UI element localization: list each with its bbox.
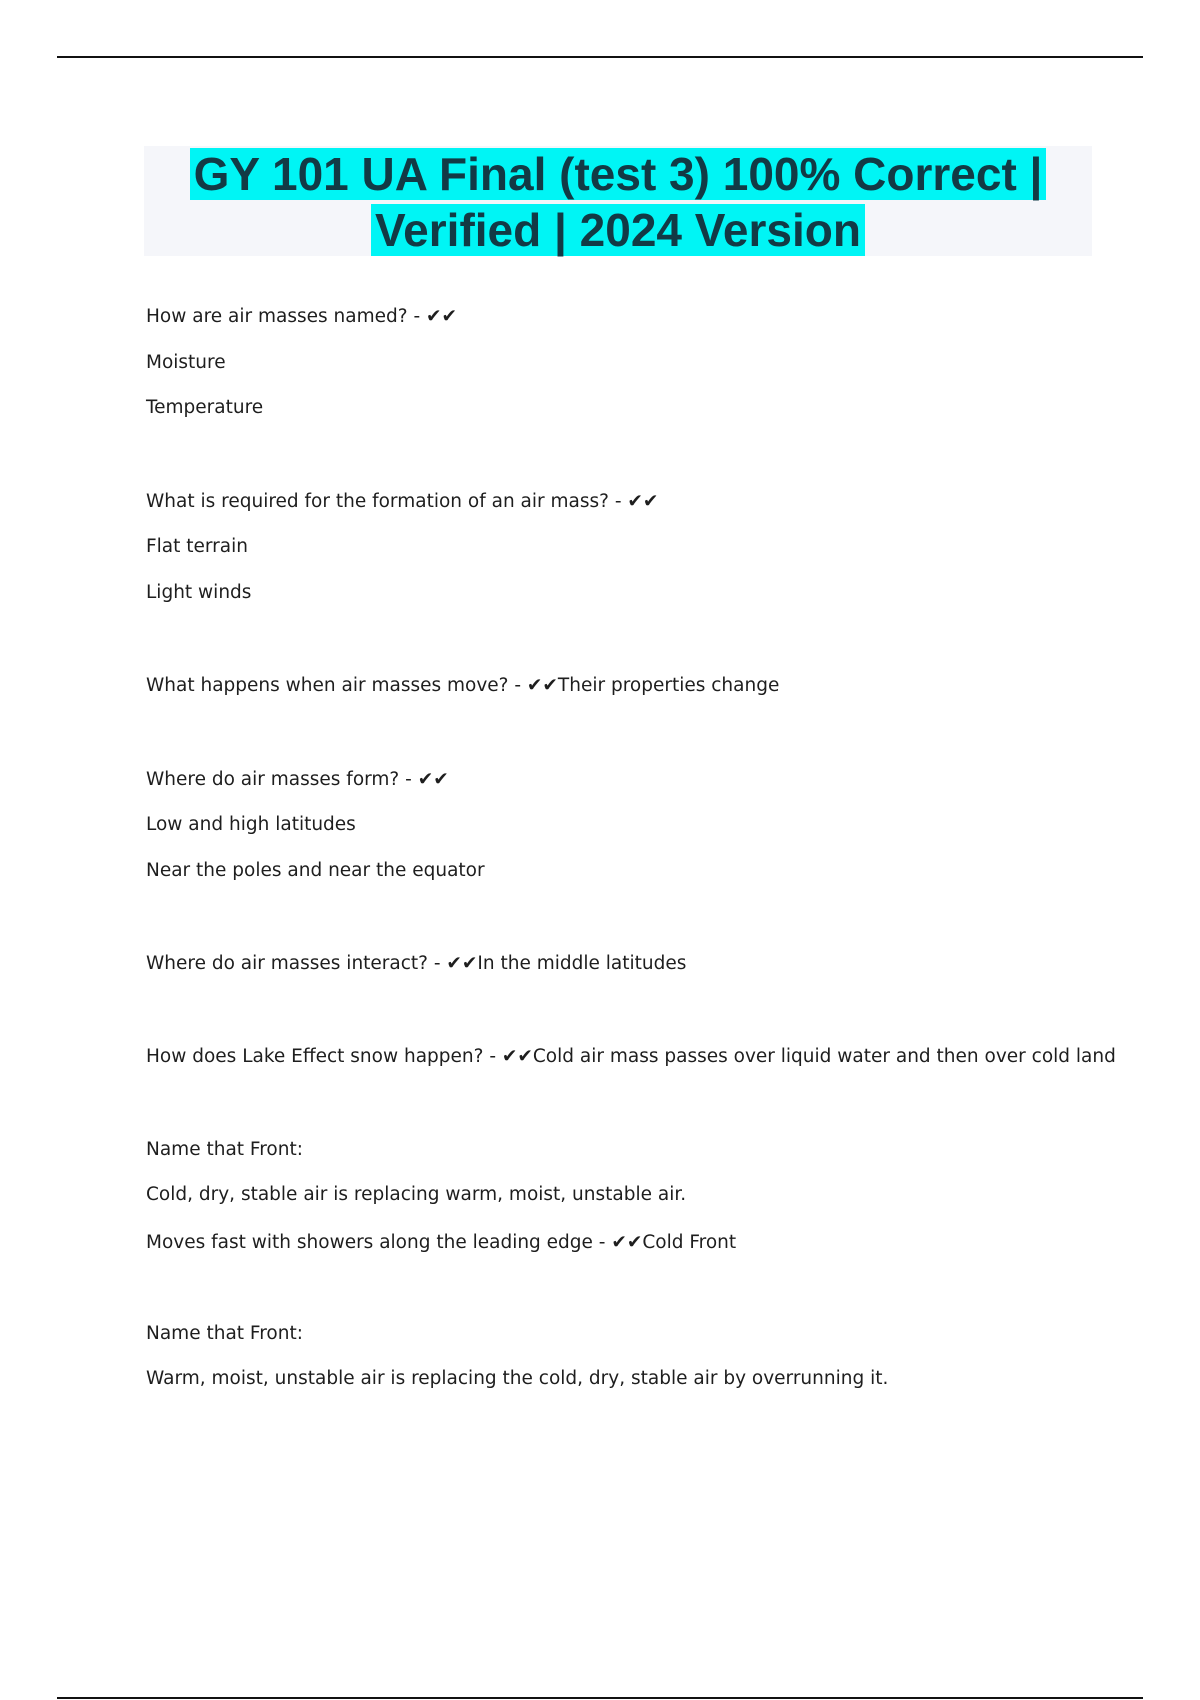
- answer-line: Flat terrain: [146, 536, 248, 557]
- question-line: Name that Front:: [146, 1139, 303, 1160]
- question-line: Name that Front:: [146, 1323, 303, 1344]
- question-line: How are air masses named? - ✔✔: [146, 306, 458, 327]
- answer-line: Low and high latitudes: [146, 814, 356, 835]
- question-line: Warm, moist, unstable air is replacing the cold, dry, stable air by overrunning it.: [146, 1368, 889, 1389]
- answer-line: Temperature: [146, 397, 264, 418]
- question-line: Cold, dry, stable air is replacing warm, moist, unstable air.: [146, 1184, 687, 1205]
- title-line-2: Verified | 2024 Version: [371, 204, 865, 256]
- question-line: Where do air masses interact? - ✔✔In the middle latitudes: [146, 953, 687, 974]
- document-title: [144, 146, 1092, 256]
- answer-line: Moisture: [146, 352, 226, 373]
- question-line: What is required for the formation of an air mass? - ✔✔: [146, 491, 659, 512]
- title-line-1: GY 101 UA Final (test 3) 100% Correct |: [190, 148, 1047, 200]
- question-line: Where do air masses form? - ✔✔: [146, 769, 449, 790]
- question-line: What happens when air masses move? - ✔✔Their properties change: [146, 675, 780, 696]
- answer-line: Light winds: [146, 582, 252, 603]
- footer-rule: [57, 1697, 1143, 1699]
- answer-line: Near the poles and near the equator: [146, 860, 485, 881]
- header-rule: [57, 56, 1143, 58]
- question-line: How does Lake Effect snow happen? - ✔✔Cold air mass passes over liquid water and then over cold land: [146, 1046, 1116, 1067]
- question-line: Moves fast with showers along the leading edge - ✔✔Cold Front: [146, 1232, 737, 1253]
